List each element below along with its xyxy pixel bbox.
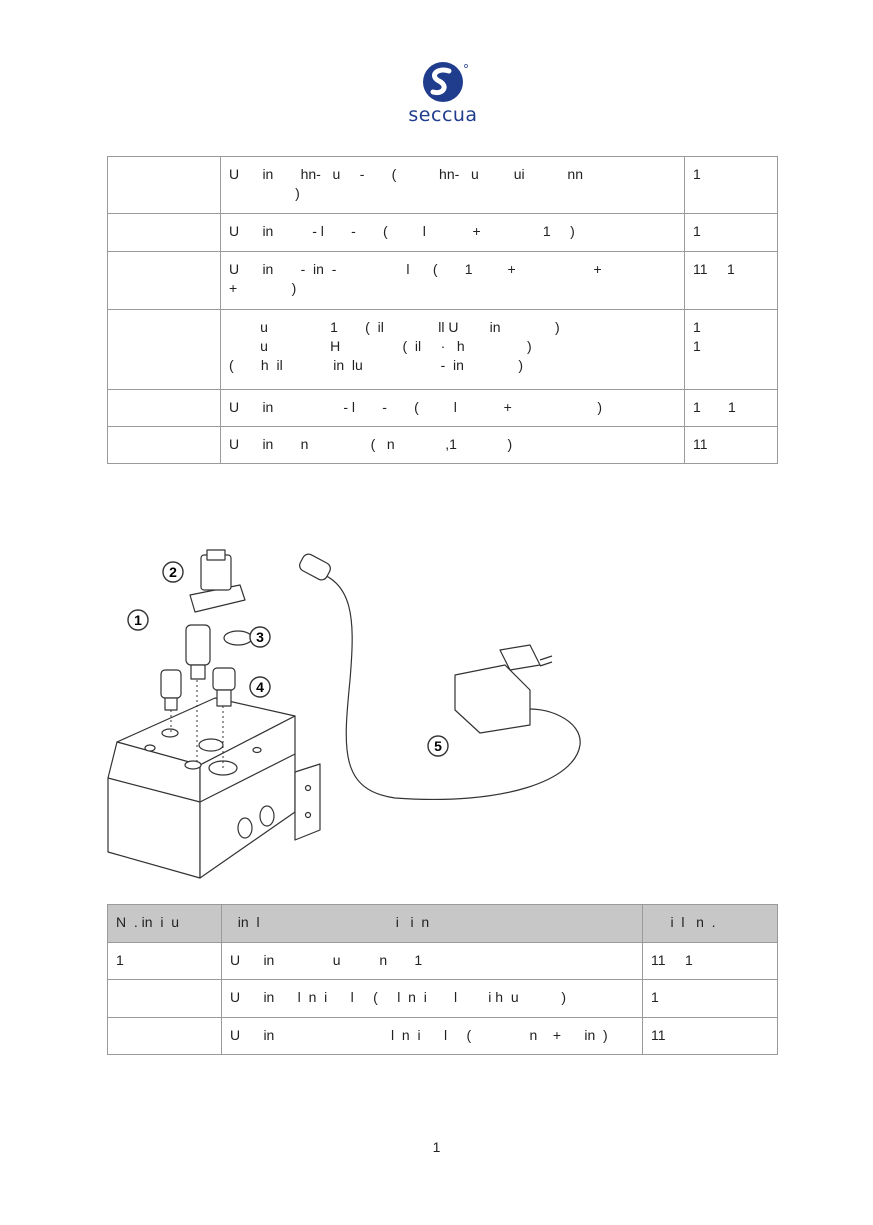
callout-label: 4: [256, 679, 264, 695]
table-cell: 1 1: [685, 390, 778, 427]
port-hole: [260, 806, 274, 826]
sensor-cable: [310, 570, 580, 799]
logo-wordmark: seccua: [408, 104, 478, 126]
column-header: N . in i u: [108, 905, 222, 943]
table-cell: 1 1: [685, 310, 778, 390]
table-cell: 1: [108, 943, 222, 980]
plug-pin: [540, 662, 552, 666]
table-row: [108, 943, 778, 980]
table-cell: U in l n i l ( l n i l i h u ): [222, 980, 643, 1018]
table-cell: [108, 390, 221, 427]
plug-pin: [540, 656, 552, 660]
cable-plug: [298, 552, 333, 582]
port-opening: [145, 745, 155, 751]
table-cell: 11: [643, 1018, 778, 1055]
table-row: [108, 157, 778, 214]
bracket-hole: [306, 786, 311, 791]
table-cell: [108, 1018, 222, 1055]
sensor-thread: [217, 690, 231, 706]
callout-label: 2: [169, 564, 177, 580]
table-cell: [108, 980, 222, 1018]
table-cell: u 1 ( il ll U in ) u H ( il · h ) ( h il in lu - in ): [221, 310, 685, 390]
table-cell: 1: [685, 157, 778, 214]
mounting-bracket: [295, 764, 320, 840]
table-cell: 11 1: [643, 943, 778, 980]
port-opening: [162, 729, 178, 737]
table-cell: 11 1: [685, 252, 778, 310]
bracket-hole: [306, 813, 311, 818]
valve-connector: [207, 550, 225, 560]
table-cell: 1: [685, 214, 778, 252]
page-number: 1: [432, 1139, 441, 1155]
table-header-row: [108, 905, 778, 943]
table-cell: [108, 157, 221, 214]
sensor-thread: [165, 698, 177, 710]
port-opening: [253, 748, 261, 753]
port-opening: [199, 739, 223, 751]
table-cell: U in u n 1: [222, 943, 643, 980]
callout-label: 3: [256, 629, 264, 645]
table-row: [108, 252, 778, 310]
table-row: [108, 214, 778, 252]
flange-3: [224, 631, 252, 645]
table-row: [108, 427, 778, 464]
table-row: [108, 980, 778, 1018]
table-cell: [108, 252, 221, 310]
table-cell: 11: [685, 427, 778, 464]
table-cell: 1: [643, 980, 778, 1018]
callout-label: 5: [434, 738, 442, 754]
table-cell: [108, 427, 221, 464]
table-cell: [108, 310, 221, 390]
callout-label: 1: [134, 612, 142, 628]
parts-table-bottom: [107, 904, 778, 1055]
table-row: [108, 1018, 778, 1055]
table-cell: U in - l - ( l + ): [221, 390, 685, 427]
table-cell: U in hn- u - ( hn- u ui nn ): [221, 157, 685, 214]
table-row: [108, 390, 778, 427]
table-row: [108, 310, 778, 390]
table-cell: U in l n i l ( n + in ): [222, 1018, 643, 1055]
logo-mark-icon: [397, 62, 489, 106]
assembly-diagram: [105, 540, 625, 885]
power-adapter: [455, 665, 530, 733]
pressure-sensor-1: [161, 670, 181, 698]
table-cell: U in n ( n ,1 ): [221, 427, 685, 464]
pressure-sensor-2: [186, 625, 210, 665]
sensor-thread: [191, 665, 205, 679]
column-header: i l n .: [643, 905, 778, 943]
sensor-4: [213, 668, 235, 690]
table-cell: U in - l - ( l + 1 ): [221, 214, 685, 252]
seccua-logo: [397, 62, 489, 124]
column-header: in l i i n: [222, 905, 643, 943]
port-opening: [185, 761, 201, 769]
parts-table-top: [107, 156, 778, 464]
port-hole: [238, 818, 252, 838]
table-cell: U in - in - l ( 1 + + + ): [221, 252, 685, 310]
table-cell: [108, 214, 221, 252]
